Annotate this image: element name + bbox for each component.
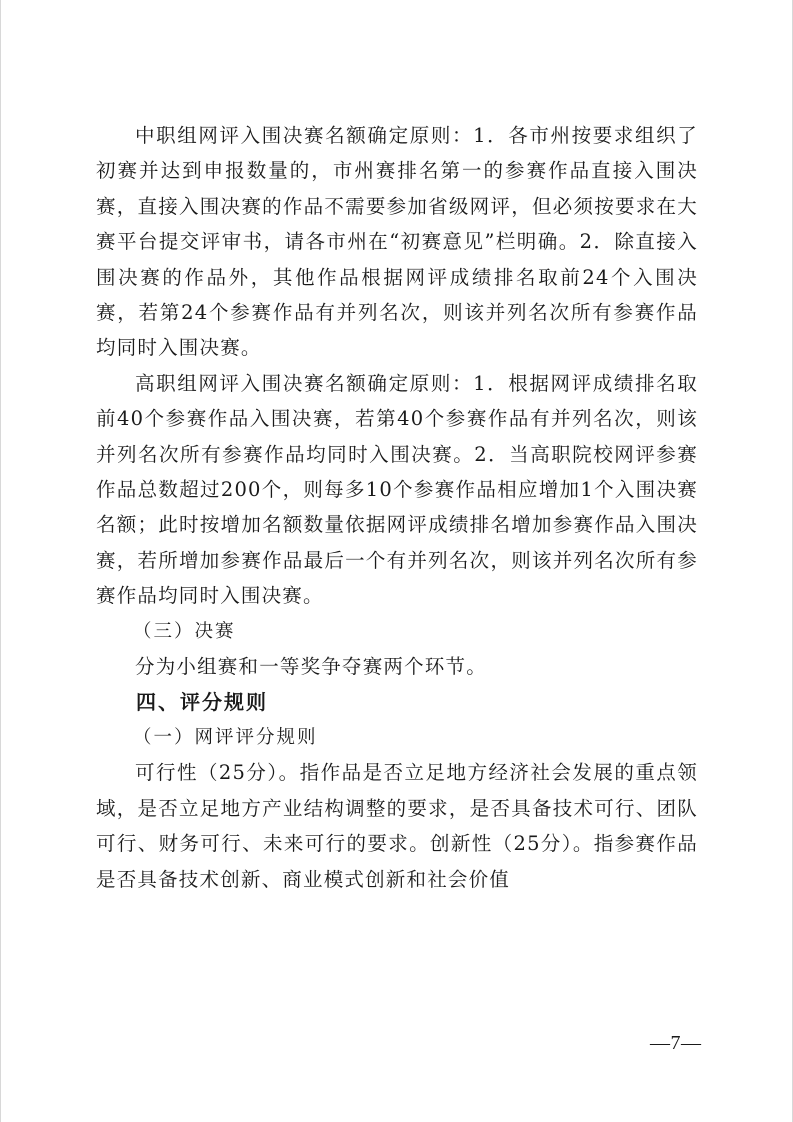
document-body	[96, 118, 698, 897]
subsection-heading-online-scoring: （一）网评评分规则	[133, 726, 318, 748]
page-edge-left	[0, 0, 1, 1122]
page-number: —7—	[650, 1032, 702, 1054]
paragraph-secondary-vocational-principle: 中职组网评入围决赛名额确定原则：1．各市州按要求组织了初赛并达到申报数量的，市州赛排名第一的参赛作品直接入围决赛，直接入围决赛的作品不需要参加省级网评，但必须按要求在大赛平台提交评审书，请各市州在“初赛意见”栏明确。2．除直接入围决赛的作品外，其他作品根据网评成绩排名取前24个入围决赛，若第24个参赛作品有并列名次，则该并列名次所有参赛作品均同时入围决赛。	[96, 124, 698, 360]
section-heading-scoring-rules: 四、评分规则	[136, 689, 268, 714]
paragraph-feasibility-innovation: 可行性（25分）。指作品是否立足地方经济社会发展的重点领域，是否立足地方产业结构调整的要求，是否具备技术可行、团队可行、财务可行、未来可行的要求。创新性（25分）。指参赛作品是否具备技术创新、商业模式创新和社会价值	[96, 761, 698, 891]
paragraph-final-description: 分为小组赛和一等奖争夺赛两个环节。	[135, 655, 487, 679]
section-heading-final: （三）决赛	[133, 620, 236, 642]
paragraph-higher-vocational-principle: 高职组网评入围决赛名额确定原则：1．根据网评成绩排名取前40个参赛作品入围决赛，若第40个参赛作品有并列名次，则该并列名次所有参赛作品均同时入围决赛。2．当高职院校网评参赛作品总数超过200个，则每多10个参赛作品相应增加1个入围决赛名额；此时按增加名额数量依据网评成绩排名增加参赛作品入围决赛，若所增加参赛作品最后一个有并列名次，则该并列名次所有参赛作品均同时入围决赛。	[96, 371, 698, 608]
